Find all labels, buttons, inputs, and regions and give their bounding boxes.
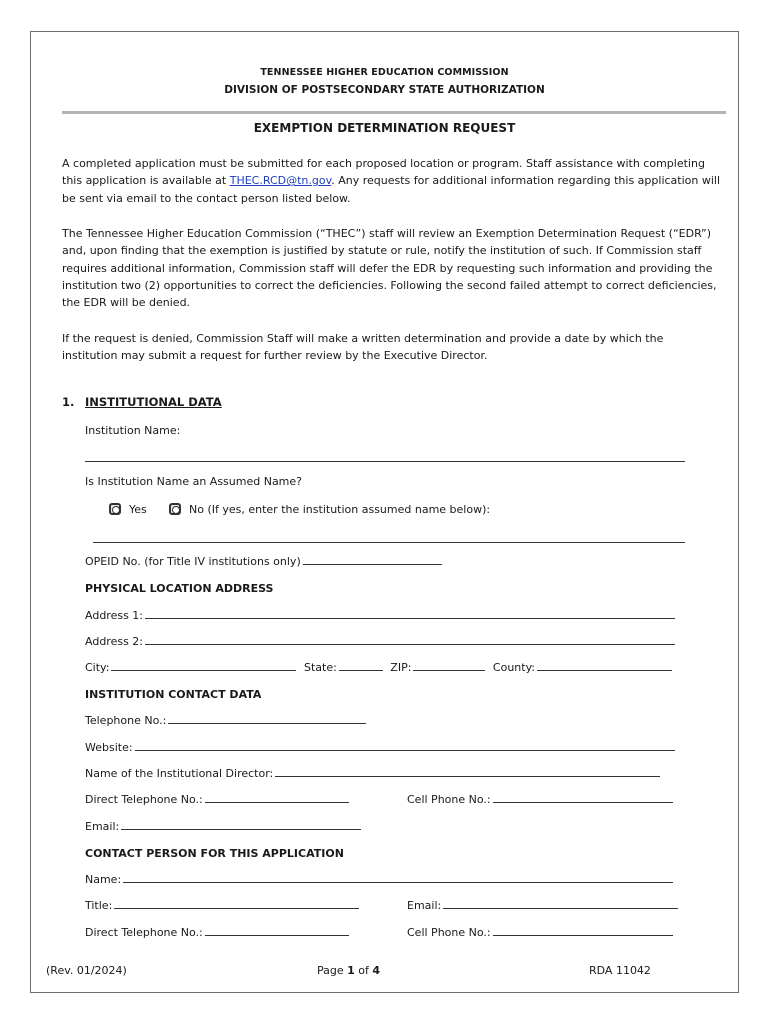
contact-email-row xyxy=(407,899,678,912)
institution-contact-heading: INSTITUTION CONTACT DATA xyxy=(85,688,262,701)
address2-field[interactable] xyxy=(145,643,675,645)
assumed-name-field[interactable] xyxy=(93,542,685,543)
document-page xyxy=(30,31,739,993)
contact-name-row xyxy=(85,873,673,886)
contact-name-field[interactable] xyxy=(123,881,673,883)
zip-field[interactable] xyxy=(413,669,485,671)
direct-phone-label: Direct Telephone No.: xyxy=(85,793,203,806)
city-field[interactable] xyxy=(111,669,296,671)
address1-field[interactable] xyxy=(145,617,675,619)
section-title: INSTITUTIONAL DATA xyxy=(85,395,222,409)
cell-phone-label: Cell Phone No.: xyxy=(407,793,491,806)
intro-text-b: . Any requests for additional information regarding this application will be sent via email to the contact person listed below. xyxy=(62,174,721,205)
section-heading xyxy=(62,395,222,409)
contact-name-label: Name: xyxy=(85,873,122,886)
institution-name-field[interactable] xyxy=(85,461,685,462)
intro-paragraph-3: If the request is denied, Commission Staff will make a written determination and provide a date by which the institution may submit a request for further review by the Executive Director. xyxy=(62,332,664,363)
email-label: Email: xyxy=(85,820,120,833)
intro-paragraph-1 xyxy=(62,155,722,207)
header-divider xyxy=(62,111,726,114)
page-total: 4 xyxy=(372,964,381,977)
email-link[interactable]: THEC.RCD@tn.gov xyxy=(229,174,332,188)
contact-title-label: Title: xyxy=(85,899,113,912)
page-current: 1 xyxy=(347,964,355,977)
city-row xyxy=(85,661,672,674)
director-label: Name of the Institutional Director: xyxy=(85,767,274,780)
telephone-field[interactable] xyxy=(168,722,366,724)
city-label: City: xyxy=(85,661,110,674)
director-row xyxy=(85,767,660,780)
yes-label: Yes xyxy=(129,503,147,516)
division-name: DIVISION OF POSTSECONDARY STATE AUTHORIZATION xyxy=(224,84,545,96)
contact-cell-phone-field[interactable] xyxy=(493,934,673,936)
contact-email-field[interactable] xyxy=(443,907,678,909)
direct-phone-field[interactable] xyxy=(205,801,349,803)
telephone-label: Telephone No.: xyxy=(85,714,167,727)
physical-location-heading: PHYSICAL LOCATION ADDRESS xyxy=(85,582,274,595)
state-field[interactable] xyxy=(339,669,383,671)
page-of: of xyxy=(354,964,373,977)
no-label: No (If yes, enter the institution assumed name below): xyxy=(189,503,491,516)
yes-option[interactable] xyxy=(109,503,147,516)
address2-row xyxy=(85,635,675,648)
contact-person-heading: CONTACT PERSON FOR THIS APPLICATION xyxy=(85,847,344,860)
website-label: Website: xyxy=(85,741,133,754)
no-radio[interactable] xyxy=(169,503,181,515)
telephone-row xyxy=(85,714,366,727)
opeid-field[interactable] xyxy=(303,563,442,565)
intro-text-a: A completed application must be submitted for each proposed location or program. Staff assistance with completing this application is available at xyxy=(62,157,705,188)
contact-title-row xyxy=(85,899,359,912)
revision-date: (Rev. 01/2024) xyxy=(46,964,127,977)
contact-direct-phone-row xyxy=(85,926,349,939)
opeid-label: OPEID No. (for Title IV institutions only) xyxy=(85,555,301,568)
yes-radio[interactable] xyxy=(109,503,121,515)
cell-phone-field[interactable] xyxy=(493,801,673,803)
contact-cell-phone-label: Cell Phone No.: xyxy=(407,926,491,939)
contact-direct-phone-label: Direct Telephone No.: xyxy=(85,926,203,939)
institution-name-label: Institution Name: xyxy=(85,424,181,437)
email-row xyxy=(85,820,361,833)
assumed-name-question: Is Institution Name an Assumed Name? xyxy=(85,475,303,488)
form-id: RDA 11042 xyxy=(589,964,651,977)
county-label: County: xyxy=(492,661,536,674)
document-title: EXEMPTION DETERMINATION REQUEST xyxy=(253,121,516,135)
contact-cell-phone-row xyxy=(407,926,673,939)
website-field[interactable] xyxy=(135,749,675,751)
organization-name: TENNESSEE HIGHER EDUCATION COMMISSION xyxy=(260,67,509,78)
website-row xyxy=(85,741,675,754)
intro-paragraph-2: The Tennessee Higher Education Commission (“THEC”) staff will review an Exemption Determination Request (“EDR”) and, upon finding that the exemption is justified by statute or rule, notify the institution of such. If Commission staff requires additional information, Commission staff will defer the EDR by requesting such information and providing the institution two (2) opportunities to correct the deficiencies. Following the second failed attempt to correct deficiencies, the EDR will be denied. xyxy=(62,227,717,310)
contact-title-field[interactable] xyxy=(114,907,359,909)
address1-label: Address 1: xyxy=(85,609,144,622)
contact-direct-phone-field[interactable] xyxy=(205,934,349,936)
no-option[interactable] xyxy=(169,503,490,516)
page-prefix: Page xyxy=(317,964,348,977)
address2-label: Address 2: xyxy=(85,635,144,648)
state-label: State: xyxy=(303,661,337,674)
zip-label: ZIP: xyxy=(390,661,412,674)
page-indicator xyxy=(317,964,380,977)
email-field[interactable] xyxy=(121,828,361,830)
address1-row xyxy=(85,609,675,622)
cell-phone-row xyxy=(407,793,673,806)
direct-phone-row xyxy=(85,793,349,806)
director-field[interactable] xyxy=(275,775,660,777)
contact-email-label: Email: xyxy=(407,899,442,912)
county-field[interactable] xyxy=(537,669,672,671)
opeid-row xyxy=(85,555,442,568)
section-number: 1. xyxy=(62,395,75,409)
